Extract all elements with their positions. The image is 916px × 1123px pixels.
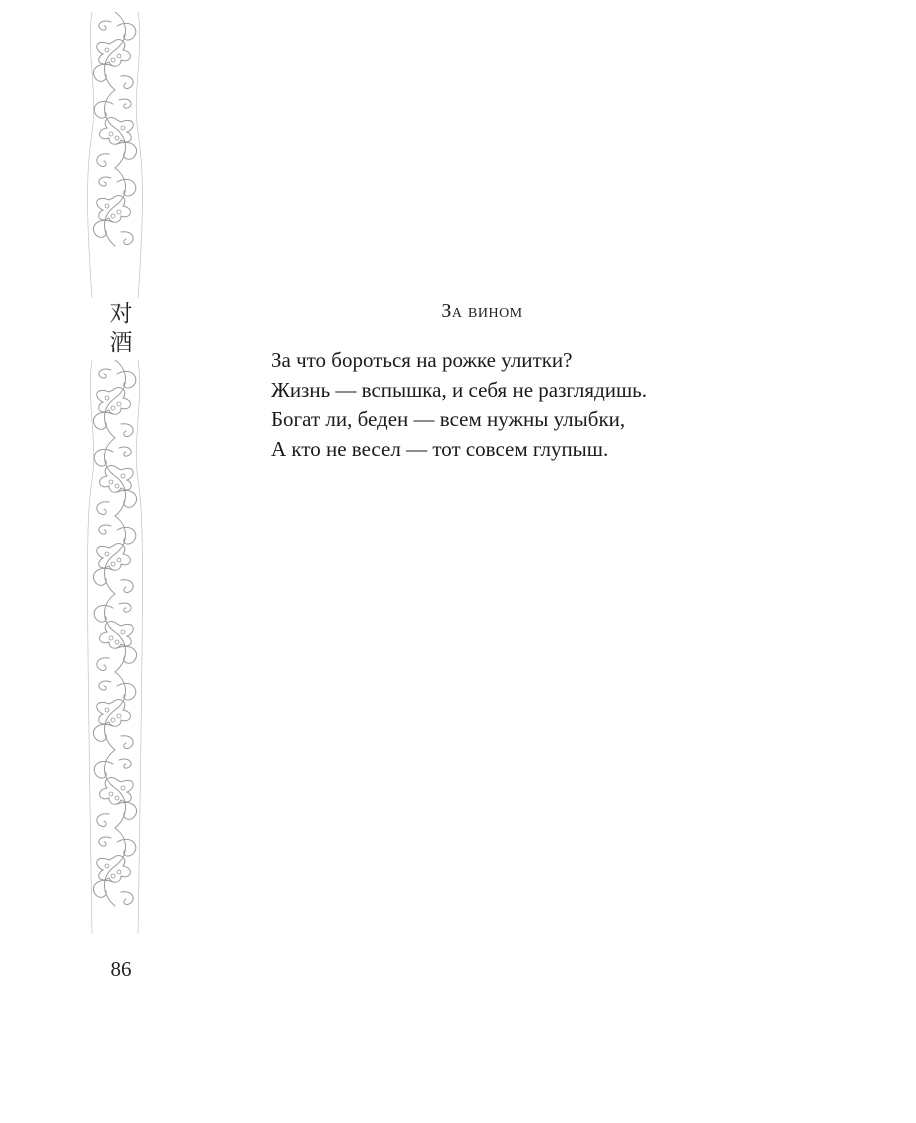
- floral-vine-border-icon: [84, 12, 146, 298]
- chinese-title-char: 对: [109, 301, 133, 327]
- floral-ornament-bottom-svg: [84, 360, 146, 934]
- poem-line: А кто не весел — тот совсем глупыш.: [271, 436, 609, 461]
- poem-title: За вином: [441, 300, 523, 322]
- poem-line: Богат ли, беден — всем нужны улыбки,: [271, 407, 626, 431]
- floral-vine-border-icon: [84, 360, 146, 934]
- chinese-poem-title: [100, 300, 142, 358]
- poem-body: [271, 346, 831, 464]
- floral-ornament-top-svg: [84, 12, 146, 298]
- chinese-title-char: 酒: [109, 330, 133, 356]
- poem-line: За что бороться на рожке улитки?: [271, 348, 573, 372]
- page-number: 86: [110, 957, 132, 981]
- poem-line: Жизнь — вспышка, и себя не разглядишь.: [271, 377, 647, 402]
